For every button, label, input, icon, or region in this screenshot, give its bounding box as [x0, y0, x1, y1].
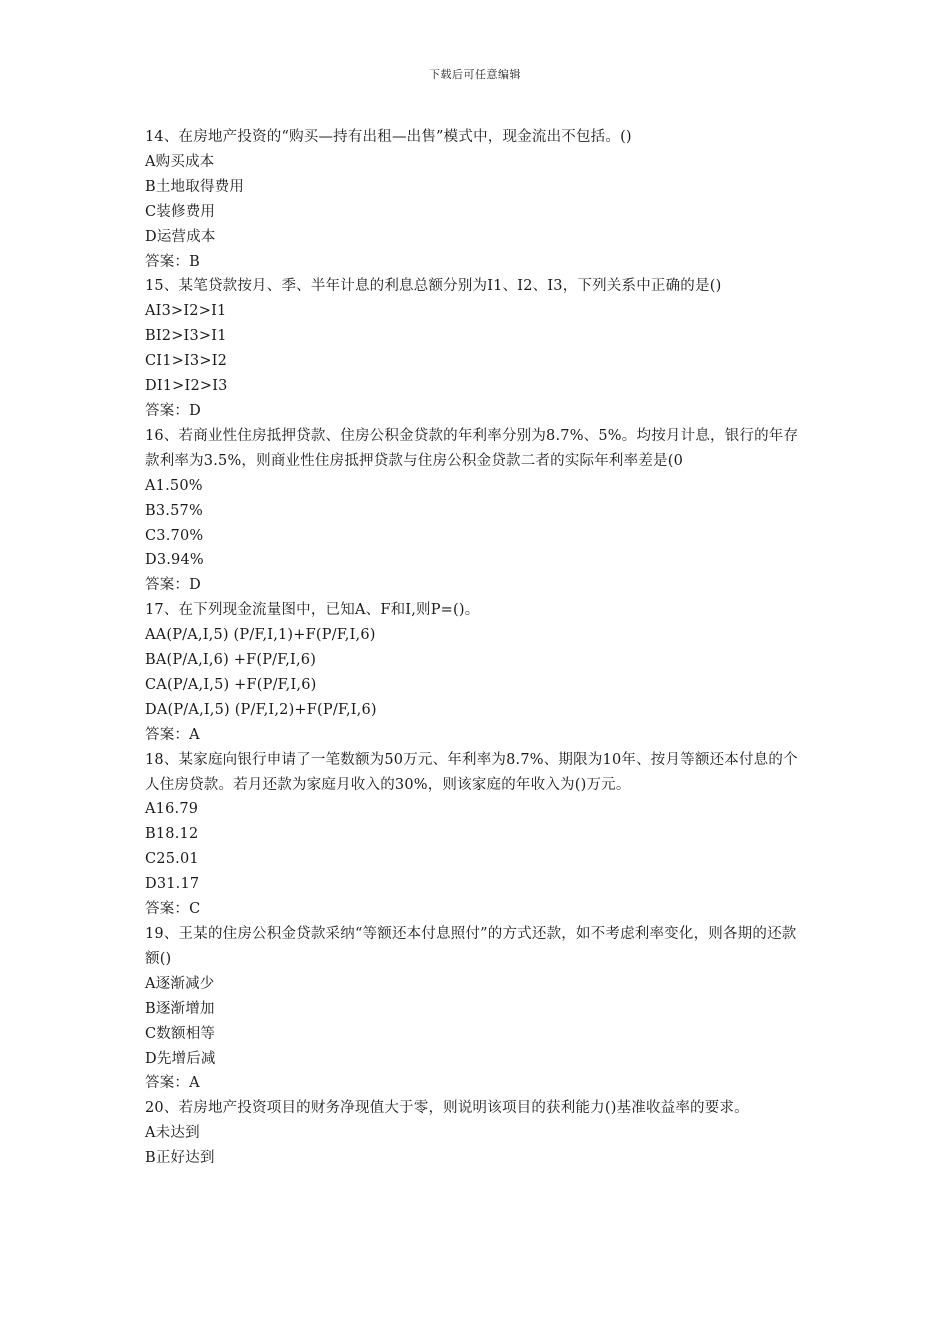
option-a: AI3>I2>I1 — [145, 303, 227, 320]
question-stem: 15、某笔贷款按月、季、半年计息的利息总额分别为I1、I2、I3，下列关系中正确的是() — [145, 278, 722, 295]
question-stem: 14、在房地产投资的“购买—持有出租—出售”模式中，现金流出不包括。() — [145, 129, 632, 145]
answer: 答案：C — [145, 901, 201, 918]
option-a: A未达到 — [145, 1125, 200, 1142]
question-stem: 17、在下列现金流量图中，已知A、F和I,则P=()。 — [145, 602, 480, 619]
option-d: D31.17 — [145, 876, 200, 893]
option-d: DA(P/A,I,5) (P/F,I,2)+F(P/F,I,6) — [145, 701, 377, 718]
option-c: C数额相等 — [145, 1025, 216, 1042]
option-c: C25.01 — [145, 851, 199, 868]
option-b: BI2>I3>I1 — [145, 328, 227, 345]
question-stem: 18、某家庭向银行申请了一笔数额为50万元、年利率为8.7%、期限为10年、按月等额还本付息的个人住房贷款。若月还款为家庭月收入的30%，则该家庭的年收入为()万元。 — [145, 751, 798, 793]
question-20 — [145, 1096, 805, 1171]
option-c: CA(P/A,I,5) +F(P/F,I,6) — [145, 676, 317, 693]
question-19 — [145, 922, 805, 1096]
answer: 答案：D — [145, 402, 201, 419]
option-a: A逐渐减少 — [145, 975, 215, 992]
question-16 — [145, 424, 805, 598]
option-d: D3.94% — [145, 552, 204, 569]
option-c: C3.70% — [145, 527, 204, 544]
option-c: CI1>I3>I2 — [145, 353, 228, 370]
option-b: B逐渐增加 — [145, 1000, 215, 1017]
question-stem: 16、若商业性住房抵押贷款、住房公积金贷款的年利率分别为8.7%、5%。均按月计息，银行的年存款利率为3.5%，则商业性住房抵押贷款与住房公积金贷款二者的实际年利率差是(0 — [145, 427, 799, 469]
question-15 — [145, 274, 805, 423]
option-b: B正好达到 — [145, 1150, 215, 1167]
question-stem: 19、王某的住房公积金贷款采纳“等额还本付息照付”的方式还款，如不考虑利率变化，则各期的还款额() — [145, 926, 797, 967]
answer: 答案：A — [145, 726, 200, 743]
question-14 — [145, 125, 805, 274]
question-17 — [145, 598, 805, 747]
answer: 答案：D — [145, 577, 201, 594]
option-d: DI1>I2>I3 — [145, 378, 228, 395]
option-a: A购买成本 — [145, 153, 215, 170]
option-b: BA(P/A,I,6) +F(P/F,I,6) — [145, 652, 317, 669]
answer: 答案：B — [145, 253, 200, 270]
option-a: A1.50% — [145, 477, 203, 494]
option-b: B3.57% — [145, 502, 203, 519]
option-b: B土地取得费用 — [145, 178, 245, 195]
question-stem: 20、若房地产投资项目的财务净现值大于零，则说明该项目的获利能力()基准收益率的要求。 — [145, 1100, 749, 1117]
page-header: 下载后可任意编辑 — [429, 68, 521, 81]
question-list — [145, 125, 805, 1171]
option-d: D运营成本 — [145, 228, 216, 245]
option-b: B18.12 — [145, 826, 199, 843]
answer: 答案：A — [145, 1075, 200, 1092]
option-d: D先增后减 — [145, 1050, 216, 1067]
option-a: A16.79 — [145, 801, 199, 818]
question-18 — [145, 748, 805, 922]
option-c: C装修费用 — [145, 203, 216, 220]
option-a: AA(P/A,I,5) (P/F,I,1)+F(P/F,I,6) — [145, 627, 376, 644]
